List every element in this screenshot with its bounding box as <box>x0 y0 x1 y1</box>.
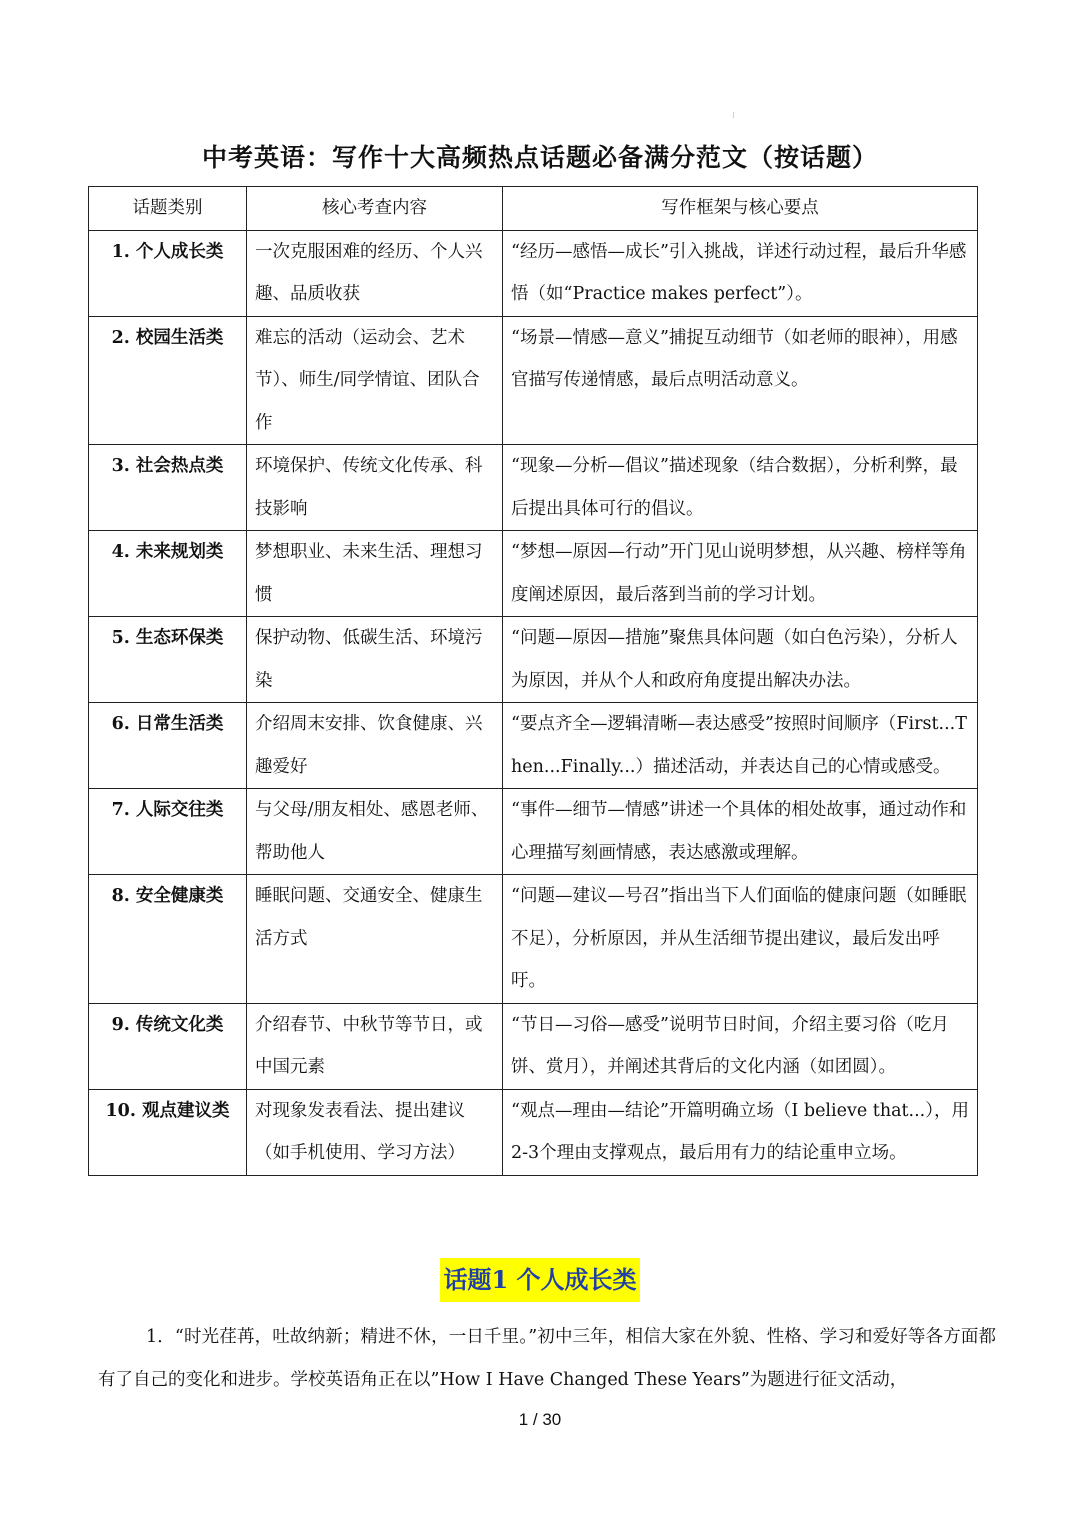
table-row <box>89 703 978 789</box>
question-paragraph: 1．“时光荏苒，吐故纳新；精进不休，一日千里。”初中三年，相信大家在外貌、性格、学习和爱好等各方面都有了自己的变化和进步。学校英语角正在以”How I Have Changed These Years”为题进行征文活动， <box>98 1327 996 1390</box>
row-core-content: 保护动物、低碳生活、环境污染 <box>247 617 503 703</box>
row-core-content: 介绍周末安排、饮食健康、兴趣爱好 <box>247 703 503 789</box>
header-framework: 写作框架与核心要点 <box>503 187 978 231</box>
page-title: 中考英语：写作十大高频热点话题必备满分范文（按话题） <box>201 143 878 172</box>
row-category: 2. 校园生活类 <box>89 316 247 445</box>
header-category: 话题类别 <box>89 187 247 231</box>
row-category: 1. 个人成长类 <box>89 230 247 316</box>
row-core-content: 睡眠问题、交通安全、健康生活方式 <box>247 875 503 1004</box>
section-heading-text: 话题1 个人成长类 <box>440 1258 639 1302</box>
table-row <box>89 789 978 875</box>
row-framework: “要点齐全—逻辑清晰—表达感受”按照时间顺序（First...Then...Finally...）描述活动，并表达自己的心情或感受。 <box>503 703 978 789</box>
page-number: 1 / 30 <box>518 1410 562 1429</box>
table-row <box>89 230 978 316</box>
row-category: 7. 人际交往类 <box>89 789 247 875</box>
row-framework: “场景—情感—意义”捕捉互动细节（如老师的眼神），用感官描写传递情感，最后点明活动意义。 <box>503 316 978 445</box>
table-row <box>89 316 978 445</box>
row-framework: “问题—原因—措施”聚焦具体问题（如白色污染），分析人为原因，并从个人和政府角度提出解决办法。 <box>503 617 978 703</box>
row-category: 3. 社会热点类 <box>89 445 247 531</box>
row-framework: “现象—分析—倡议”描述现象（结合数据），分析利弊，最后提出具体可行的倡议。 <box>503 445 978 531</box>
row-core-content: 环境保护、传统文化传承、科技影响 <box>247 445 503 531</box>
table-row <box>89 1003 978 1089</box>
row-core-content: 难忘的活动（运动会、艺术节）、师生/同学情谊、团队合作 <box>247 316 503 445</box>
row-category: 6. 日常生活类 <box>89 703 247 789</box>
topics-table <box>88 186 978 1176</box>
row-core-content: 介绍春节、中秋节等节日，或中国元素 <box>247 1003 503 1089</box>
row-core-content: 一次克服困难的经历、个人兴趣、品质收获 <box>247 230 503 316</box>
page-mark <box>733 112 734 118</box>
row-category: 4. 未来规划类 <box>89 531 247 617</box>
section-heading <box>0 1258 1080 1302</box>
row-core-content: 对现象发表看法、提出建议（如手机使用、学习方法） <box>247 1089 503 1175</box>
table-row <box>89 531 978 617</box>
row-category: 8. 安全健康类 <box>89 875 247 1004</box>
row-core-content: 与父母/朋友相处、感恩老师、帮助他人 <box>247 789 503 875</box>
row-core-content: 梦想职业、未来生活、理想习惯 <box>247 531 503 617</box>
row-framework: “观点—理由—结论”开篇明确立场（I believe that...），用2-3个理由支撑观点，最后用有力的结论重申立场。 <box>503 1089 978 1175</box>
row-framework: “问题—建议—号召”指出当下人们面临的健康问题（如睡眠不足），分析原因，并从生活细节提出建议，最后发出呼吁。 <box>503 875 978 1004</box>
table-row <box>89 875 978 1004</box>
table-row <box>89 445 978 531</box>
table-row <box>89 1089 978 1175</box>
row-framework: “经历—感悟—成长”引入挑战，详述行动过程，最后升华感悟（如“Practice makes perfect”）。 <box>503 230 978 316</box>
header-core-content: 核心考查内容 <box>247 187 503 231</box>
row-framework: “事件—细节—情感”讲述一个具体的相处故事，通过动作和心理描写刻画情感，表达感激或理解。 <box>503 789 978 875</box>
row-framework: “梦想—原因—行动”开门见山说明梦想，从兴趣、榜样等角度阐述原因，最后落到当前的学习计划。 <box>503 531 978 617</box>
table-header-row <box>89 187 978 231</box>
row-category: 10. 观点建议类 <box>89 1089 247 1175</box>
row-framework: “节日—习俗—感受”说明节日时间，介绍主要习俗（吃月饼、赏月），并阐述其背后的文化内涵（如团圆）。 <box>503 1003 978 1089</box>
table-row <box>89 617 978 703</box>
row-category: 9. 传统文化类 <box>89 1003 247 1089</box>
row-category: 5. 生态环保类 <box>89 617 247 703</box>
